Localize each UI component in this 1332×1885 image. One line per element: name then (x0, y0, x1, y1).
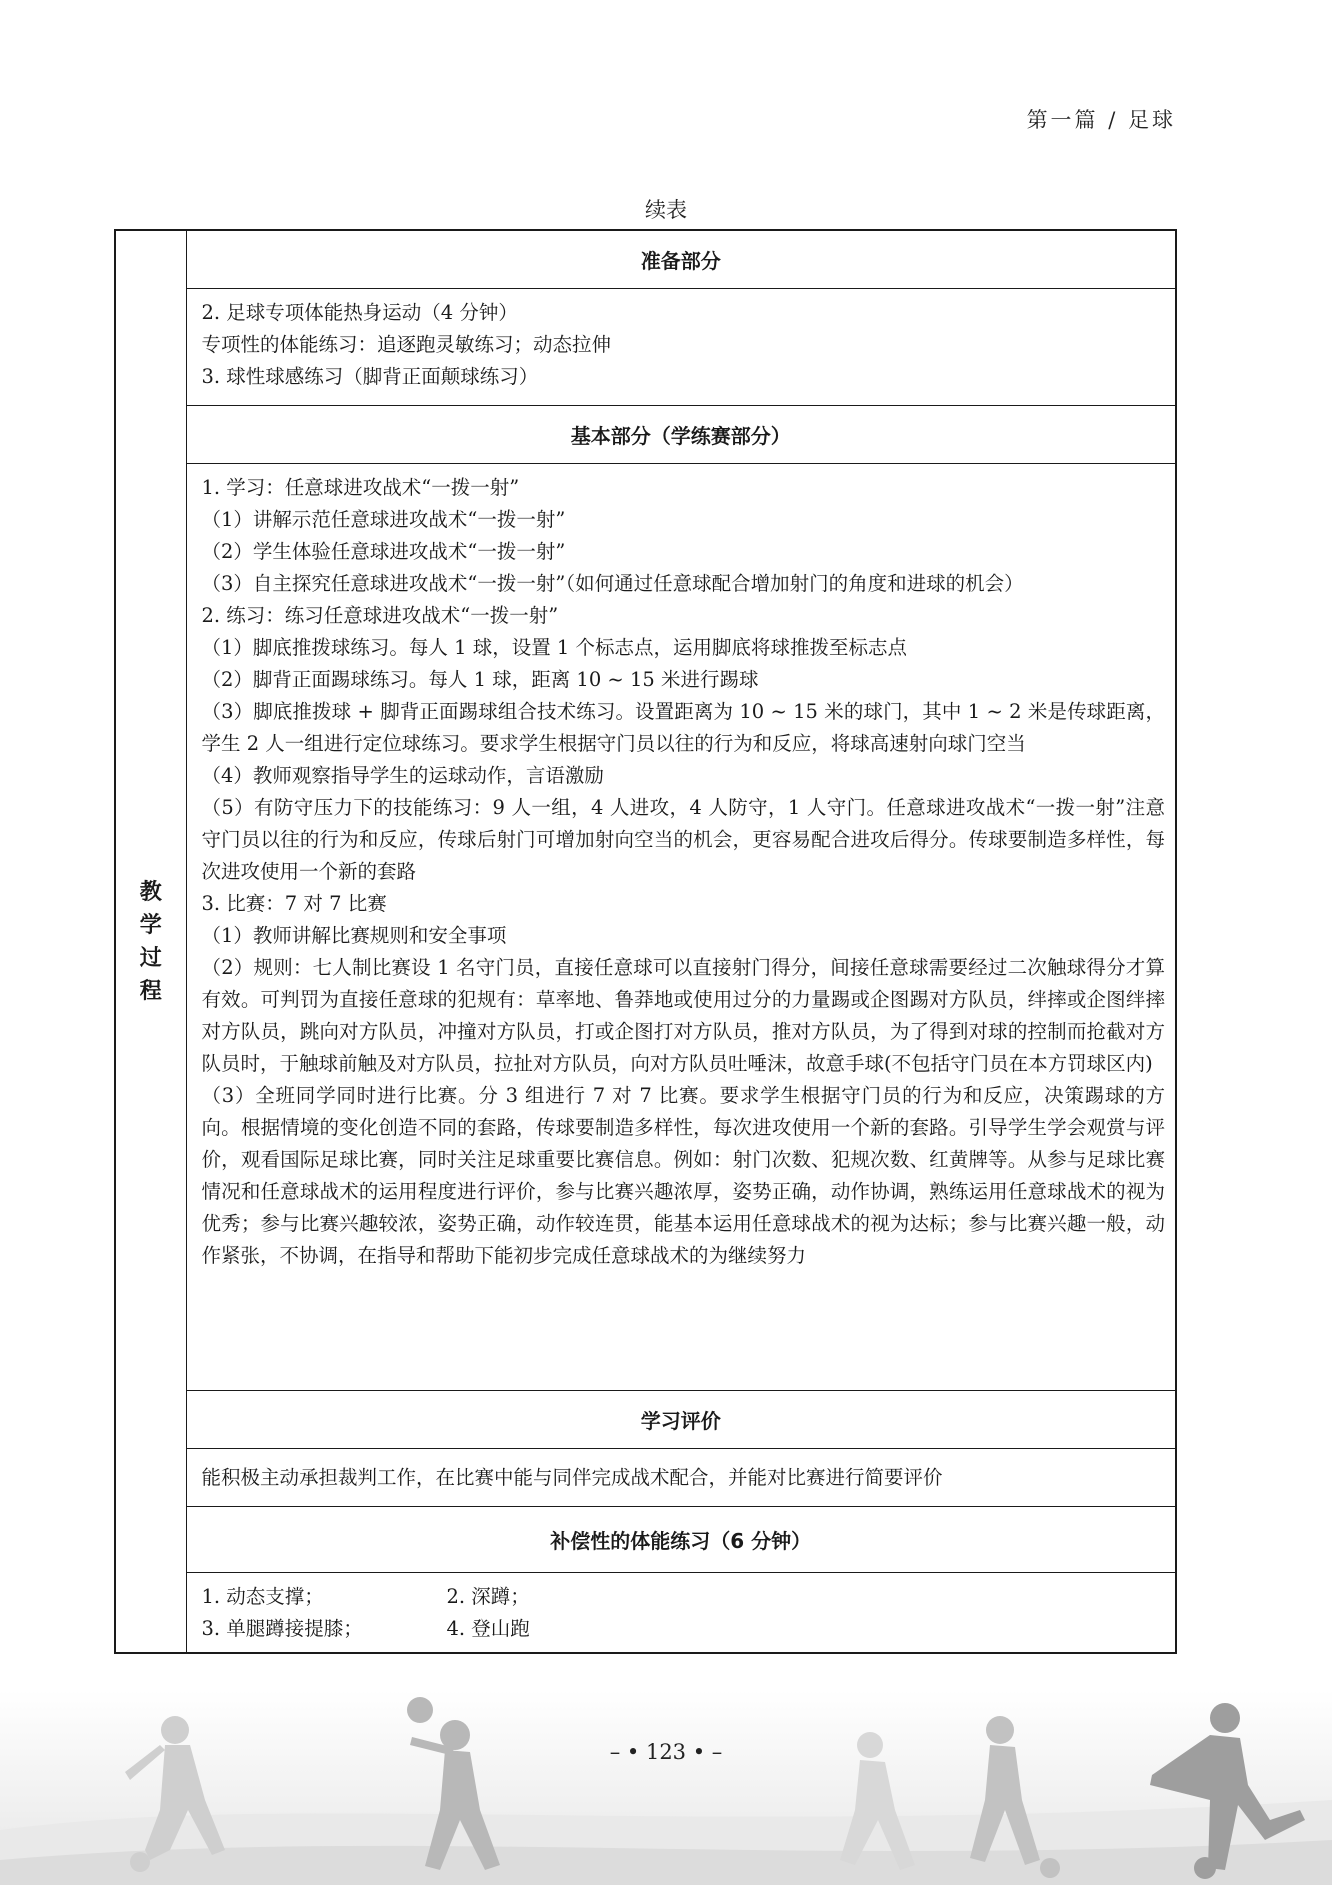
running-head: 第一篇 / 足球 (1026, 108, 1176, 132)
prep-content (186, 288, 1176, 405)
prep-line: 专项性的体能练习：追逐跑灵敏练习；动态拉伸 (201, 332, 612, 356)
side-label-cell (115, 230, 186, 1653)
basic-paragraph: （2）规则：七人制比赛设 1 名守门员，直接任意球可以直接射门得分，间接任意球需要经过二次触球得分才算有效。可判罚为直接任意球的犯规有：草率地、鲁莽地或使用过分的力量踢或企图踢对方队员，绊摔或企图绊摔对方队员，跳向对方队员，冲撞对方队员，打或企图打对方队员，推对方队员，为了得到对球的控制而抢截对方队员时，于触球前触及对方队员，拉扯对方队员，向对方队员吐唾沫，故意手球(不包括守门员在本方罚球区内) (201, 955, 1165, 1075)
basic-line: （1）教师讲解比赛规则和安全事项 (201, 923, 507, 947)
basic-paragraph: （5）有防守压力下的技能练习：9 人一组，4 人进攻，4 人防守，1 人守门。任意球进攻战术“一拨一射”注意守门员以往的行为和反应，传球后射门可增加射向空当的机会，更容易配合进攻后得分。传球要制造多样性，每次进攻使用一个新的套路 (201, 795, 1165, 883)
basic-line: 2. 练习：练习任意球进攻战术“一拨一射” (201, 603, 559, 627)
side-label: 教学过程 (139, 879, 162, 1004)
comp-item: 3. 单腿蹲接提膝； (201, 1616, 363, 1640)
comp-row (202, 1581, 1166, 1613)
basic-line: 1. 学习：任意球进攻战术“一拨一射” (201, 475, 520, 499)
comp-content (186, 1572, 1176, 1653)
basic-line: （1）脚底推拨球练习。每人 1 球，设置 1 个标志点，运用脚底将球推拨至标志点 (201, 635, 908, 659)
basic-line: 3. 比赛：7 对 7 比赛 (201, 891, 387, 915)
eval-text: 能积极主动承担裁判工作，在比赛中能与同伴完成战术配合，并能对比赛进行简要评价 (201, 1466, 943, 1489)
basic-line: （2）脚背正面踢球练习。每人 1 球，距离 10 ~ 15 米进行踢球 (201, 667, 759, 691)
basic-paragraph: （3）脚底推拨球 + 脚背正面踢球组合技术练习。设置距离为 10 ~ 15 米的球门，其中 1 ~ 2 米是传球距离，学生 2 人一组进行定位球练习。要求学生根据守门员以往的行为和反应，将球高速射向球门空当 (201, 699, 1165, 755)
comp-row (202, 1613, 1166, 1645)
comp-item: 2. 深蹲； (446, 1584, 530, 1608)
basic-line: （1）讲解示范任意球进攻战术“一拨一射” (201, 507, 566, 531)
basic-line: （3）自主探究任意球进攻战术“一拨一射”（如何通过任意球配合增加射门的角度和进球的机会） (201, 571, 1024, 595)
basic-content (186, 463, 1176, 1390)
football-players-footer-illustration (0, 1690, 1332, 1885)
basic-paragraph: （3）全班同学同时进行比赛。分 3 组进行 7 对 7 比赛。要求学生根据守门员的行为和反应，决策踢球的方向。根据情境的变化创造不同的套路，传球要制造多样性，每次进攻使用一个新的套路。引导学生学会观赏与评价，观看国际足球比赛，同时关注足球重要比赛信息。例如：射门次数、犯规次数、红黄牌等。从参与足球比赛情况和任意球战术的运用程度进行评价，参与比赛兴趣浓厚，姿势正确，动作协调，熟练运用任意球战术的视为优秀；参与比赛兴趣较浓，姿势正确，动作较连贯，能基本运用任意球战术的视为达标；参与比赛兴趣一般，动作紧张，不协调，在指导和帮助下能初步完成任意球战术的为继续努力 (201, 1083, 1165, 1267)
page-number: – • 123 • – (609, 1740, 723, 1764)
basic-line: （4）教师观察指导学生的运球动作，言语激励 (201, 763, 604, 787)
section-heading-basic: 基本部分（学练赛部分） (186, 405, 1176, 463)
prep-line: 3. 球性球感练习（脚背正面颠球练习） (201, 364, 539, 388)
table-caption: 续表 (645, 198, 687, 222)
basic-line: （2）学生体验任意球进攻战术“一拨一射” (201, 539, 566, 563)
lesson-table (114, 229, 1177, 1654)
comp-item: 1. 动态支撑； (201, 1584, 324, 1608)
prep-line: 2. 足球专项体能热身运动（4 分钟） (201, 300, 518, 324)
eval-content (186, 1448, 1176, 1506)
section-heading-eval: 学习评价 (186, 1390, 1176, 1448)
comp-item: 4. 登山跑 (446, 1616, 530, 1640)
section-heading-prep: 准备部分 (186, 230, 1176, 288)
section-heading-comp: 补偿性的体能练习（6 分钟） (186, 1506, 1176, 1572)
